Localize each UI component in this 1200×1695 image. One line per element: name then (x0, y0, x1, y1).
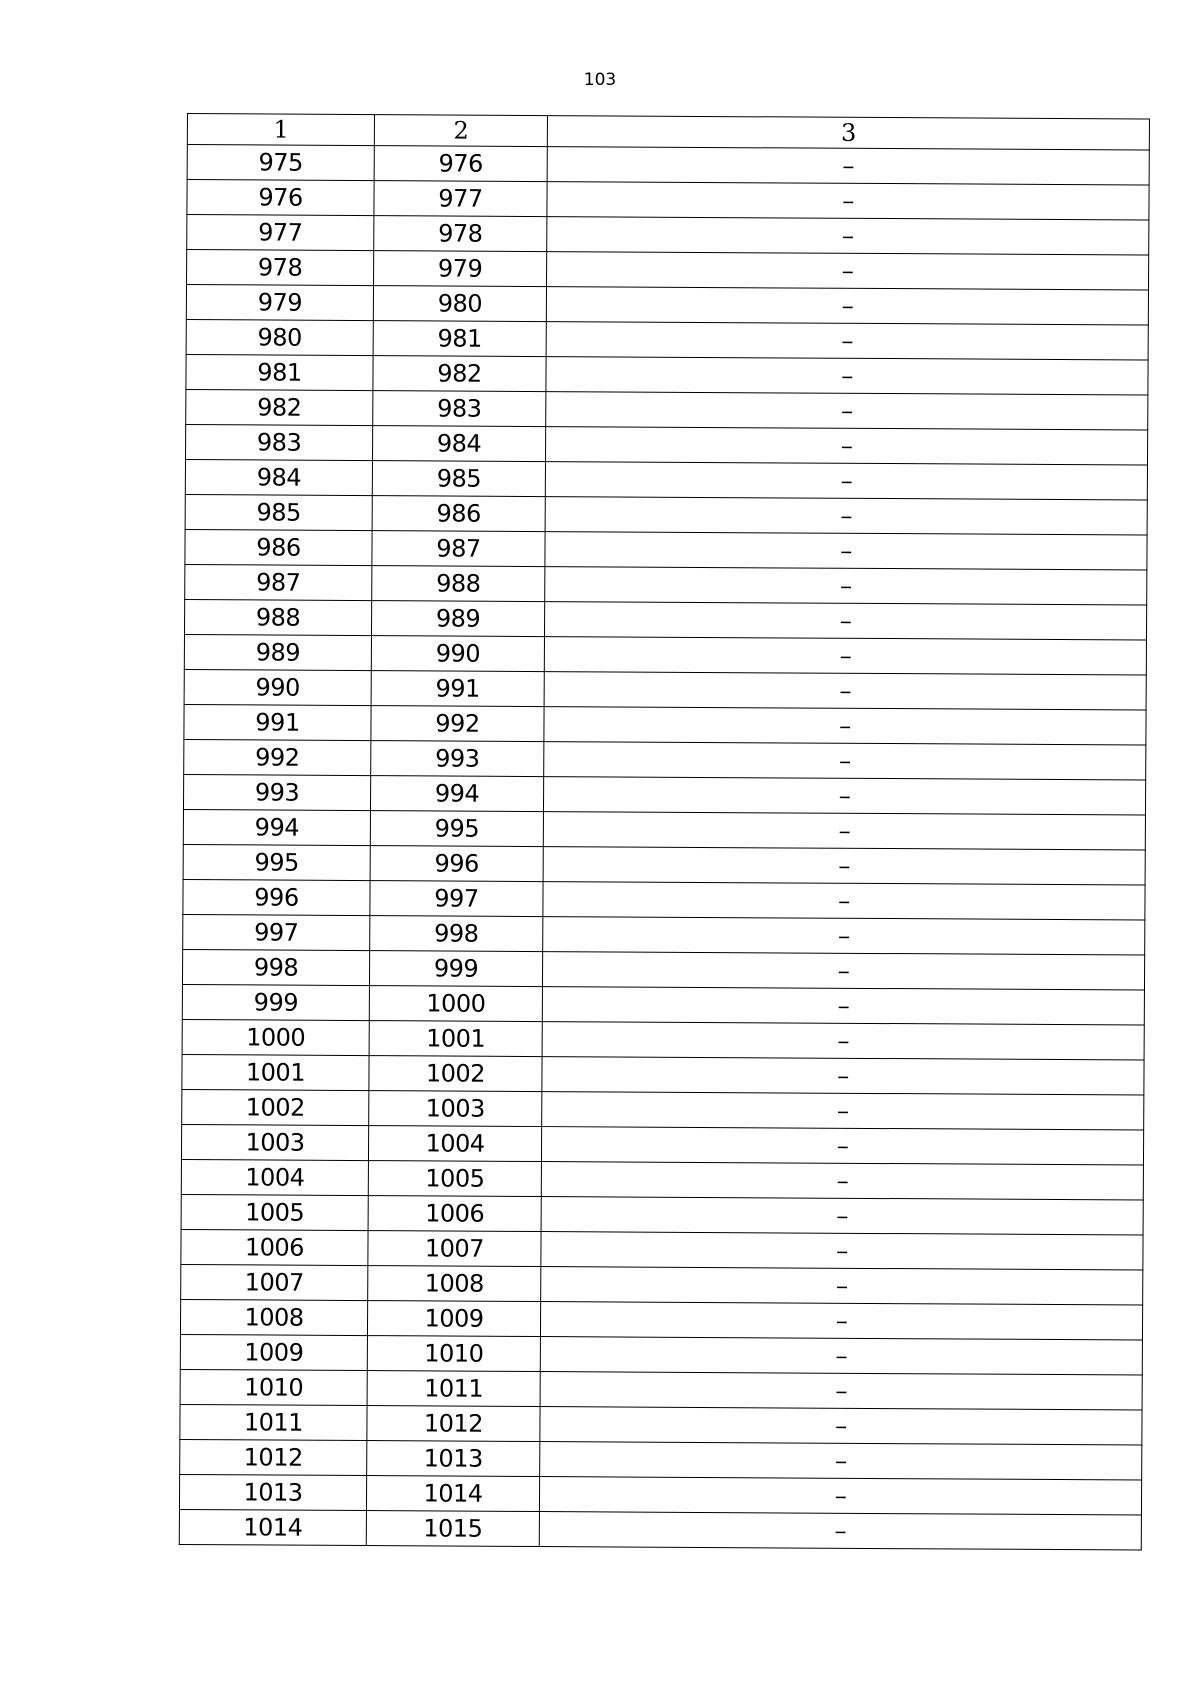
table-cell-col3: – (545, 427, 1147, 465)
table-cell-col3: – (540, 1407, 1142, 1445)
table-row (186, 424, 1148, 465)
table-cell-col3: – (546, 287, 1148, 325)
table-row (183, 844, 1145, 885)
table-cell-col3: – (547, 252, 1149, 290)
table-cell-col2: 977 (374, 181, 547, 217)
table-cell-col3: – (541, 1162, 1143, 1200)
table-cell-col1: 983 (186, 424, 373, 460)
table-cell-col2: 987 (372, 531, 545, 567)
table-cell-col2: 988 (372, 566, 545, 602)
table-row (187, 145, 1149, 186)
table-cell-col2: 1010 (367, 1336, 540, 1372)
table-cell-col3: – (540, 1337, 1142, 1375)
table-cell-col3: – (546, 322, 1148, 360)
table-row (185, 494, 1147, 535)
table-cell-col2: 1012 (367, 1406, 540, 1442)
table-cell-col3: – (540, 1372, 1142, 1410)
table-body (179, 145, 1149, 1551)
table-row (185, 459, 1147, 500)
table-cell-col3: – (542, 952, 1144, 990)
column-header-1: 1 (187, 114, 374, 146)
table-cell-col2: 1006 (368, 1196, 541, 1232)
table-cell-col3: – (539, 1477, 1141, 1515)
table-cell-col2: 986 (372, 496, 545, 532)
table-cell-col2: 1014 (366, 1476, 539, 1512)
table-cell-col2: 981 (373, 321, 546, 357)
table-cell-col1: 1001 (182, 1054, 369, 1090)
table-cell-col1: 985 (185, 494, 372, 530)
table-cell-col2: 983 (373, 391, 546, 427)
table-row (186, 389, 1148, 430)
table-cell-col2: 1004 (368, 1126, 541, 1162)
column-header-3: 3 (547, 116, 1149, 150)
table-row (179, 1474, 1141, 1515)
table-row (187, 180, 1149, 221)
table-cell-col2: 979 (374, 251, 547, 287)
table-row (186, 354, 1148, 395)
table-cell-col3: – (540, 1442, 1142, 1480)
table-cell-col1: 986 (185, 529, 372, 565)
table-cell-col1: 1004 (181, 1159, 368, 1195)
table-cell-col3: – (542, 1022, 1144, 1060)
table-cell-col3: – (543, 812, 1145, 850)
table-row (180, 1369, 1142, 1410)
table-cell-col3: – (543, 847, 1145, 885)
table-cell-col2: 1015 (366, 1511, 539, 1547)
table-cell-col3: – (541, 1267, 1143, 1305)
table-row (185, 564, 1147, 605)
table-row (183, 914, 1145, 955)
table-cell-col1: 1006 (181, 1229, 368, 1265)
table-cell-col1: 1010 (180, 1369, 367, 1405)
table-row (181, 1124, 1143, 1165)
table-row (181, 1264, 1143, 1305)
table-cell-col3: – (546, 357, 1148, 395)
table-cell-col2: 998 (370, 916, 543, 952)
table-cell-col1: 981 (186, 354, 373, 390)
table-cell-col1: 989 (184, 634, 371, 670)
table-cell-col3: – (544, 637, 1146, 675)
table-cell-col1: 1007 (181, 1264, 368, 1300)
table-row (185, 529, 1147, 570)
table-cell-col3: – (544, 602, 1146, 640)
table-row (182, 984, 1144, 1025)
table-cell-col3: – (539, 1512, 1141, 1550)
table-row (182, 1089, 1144, 1130)
table-cell-col1: 1009 (180, 1334, 367, 1370)
table-cell-col1: 994 (183, 809, 370, 845)
table-cell-col2: 995 (370, 811, 543, 847)
table-row (179, 1509, 1141, 1550)
page-number: 103 (583, 70, 617, 90)
table-cell-col1: 1012 (180, 1439, 367, 1475)
table-cell-col1: 996 (183, 879, 370, 915)
table-cell-col2: 976 (374, 146, 547, 182)
table-cell-col3: – (542, 987, 1144, 1025)
table-row (184, 599, 1146, 640)
table-cell-col1: 979 (186, 285, 373, 321)
table-row (183, 809, 1145, 850)
table-cell-col3: – (541, 1197, 1143, 1235)
table-cell-col1: 1002 (182, 1089, 369, 1125)
table-cell-col2: 993 (371, 741, 544, 777)
table-row (186, 319, 1148, 360)
table-cell-col3: – (544, 672, 1146, 710)
table-row (187, 215, 1149, 256)
table-cell-col2: 994 (370, 776, 543, 812)
table-row (180, 1334, 1142, 1375)
table-cell-col1: 991 (184, 704, 371, 740)
table-cell-col3: – (544, 742, 1146, 780)
table-cell-col2: 1009 (367, 1301, 540, 1337)
table-cell-col1: 1000 (182, 1019, 369, 1055)
table-cell-col1: 1005 (181, 1194, 368, 1230)
table-cell-col1: 1008 (180, 1299, 367, 1335)
table-cell-col3: – (541, 1127, 1143, 1165)
table-cell-col1: 993 (183, 774, 370, 810)
table-cell-col2: 1013 (367, 1441, 540, 1477)
table-cell-col3: – (540, 1302, 1142, 1340)
table-row (184, 704, 1146, 745)
table-cell-col1: 977 (187, 215, 374, 251)
table-cell-col1: 992 (184, 739, 371, 775)
table-cell-col3: – (545, 497, 1147, 535)
table-cell-col1: 980 (186, 319, 373, 355)
data-table (179, 113, 1150, 1551)
table-cell-col3: – (543, 777, 1145, 815)
table-row (180, 1299, 1142, 1340)
table-cell-col2: 984 (373, 426, 546, 462)
table-cell-col2: 990 (371, 636, 544, 672)
table-cell-col3: – (546, 392, 1148, 430)
table-row (181, 1159, 1143, 1200)
table-row (186, 285, 1148, 326)
table-row (184, 634, 1146, 675)
table-cell-col3: – (543, 917, 1145, 955)
table-cell-col1: 1014 (179, 1509, 366, 1545)
column-header-2: 2 (374, 115, 547, 147)
table-cell-col1: 982 (186, 389, 373, 425)
table-cell-col1: 998 (182, 949, 369, 985)
table-cell-col3: – (542, 1092, 1144, 1130)
table-cell-col1: 976 (187, 180, 374, 216)
table-row (182, 1019, 1144, 1060)
table-cell-col3: – (545, 462, 1147, 500)
table-cell-col2: 1005 (368, 1161, 541, 1197)
table-cell-col2: 1002 (369, 1056, 542, 1092)
table-cell-col3: – (543, 882, 1145, 920)
table-cell-col1: 987 (185, 564, 372, 600)
table-row (187, 250, 1149, 291)
table-cell-col2: 1011 (367, 1371, 540, 1407)
table-cell-col2: 1007 (368, 1231, 541, 1267)
table-row (181, 1194, 1143, 1235)
table-cell-col2: 1001 (369, 1021, 542, 1057)
table-cell-col3: – (542, 1057, 1144, 1095)
table-cell-col2: 992 (371, 706, 544, 742)
table-row (180, 1439, 1142, 1480)
table-row (181, 1229, 1143, 1270)
table-row (182, 949, 1144, 990)
table-cell-col3: – (547, 147, 1149, 185)
table-cell-col2: 999 (369, 951, 542, 987)
table-row (184, 739, 1146, 780)
table-cell-col3: – (545, 532, 1147, 570)
table-cell-col3: – (547, 182, 1149, 220)
table-cell-col3: – (547, 217, 1149, 255)
table-cell-col2: 1003 (369, 1091, 542, 1127)
table-cell-col1: 984 (185, 459, 372, 495)
table-cell-col1: 975 (187, 145, 374, 181)
table-cell-col1: 990 (184, 669, 371, 705)
table-cell-col1: 978 (187, 250, 374, 286)
table-row (180, 1404, 1142, 1445)
table-cell-col2: 982 (373, 356, 546, 392)
table-row (183, 879, 1145, 920)
table-cell-col1: 1003 (181, 1124, 368, 1160)
table-cell-col2: 980 (373, 286, 546, 322)
table-row (183, 774, 1145, 815)
table-cell-col2: 991 (371, 671, 544, 707)
table-cell-col1: 999 (182, 984, 369, 1020)
table-cell-col2: 989 (371, 601, 544, 637)
table-cell-col3: – (541, 1232, 1143, 1270)
table-cell-col3: – (544, 707, 1146, 745)
table-cell-col3: – (545, 567, 1147, 605)
table-cell-col1: 997 (183, 914, 370, 950)
table-cell-col2: 997 (370, 881, 543, 917)
table-cell-col2: 985 (372, 461, 545, 497)
table-row (182, 1054, 1144, 1095)
table-cell-col2: 996 (370, 846, 543, 882)
table-cell-col2: 1000 (369, 986, 542, 1022)
table-cell-col2: 1008 (368, 1266, 541, 1302)
table-cell-col1: 988 (184, 599, 371, 635)
table-cell-col2: 978 (374, 216, 547, 252)
table-cell-col1: 995 (183, 844, 370, 880)
table-cell-col1: 1013 (179, 1474, 366, 1510)
table-row (184, 669, 1146, 710)
table-cell-col1: 1011 (180, 1404, 367, 1440)
